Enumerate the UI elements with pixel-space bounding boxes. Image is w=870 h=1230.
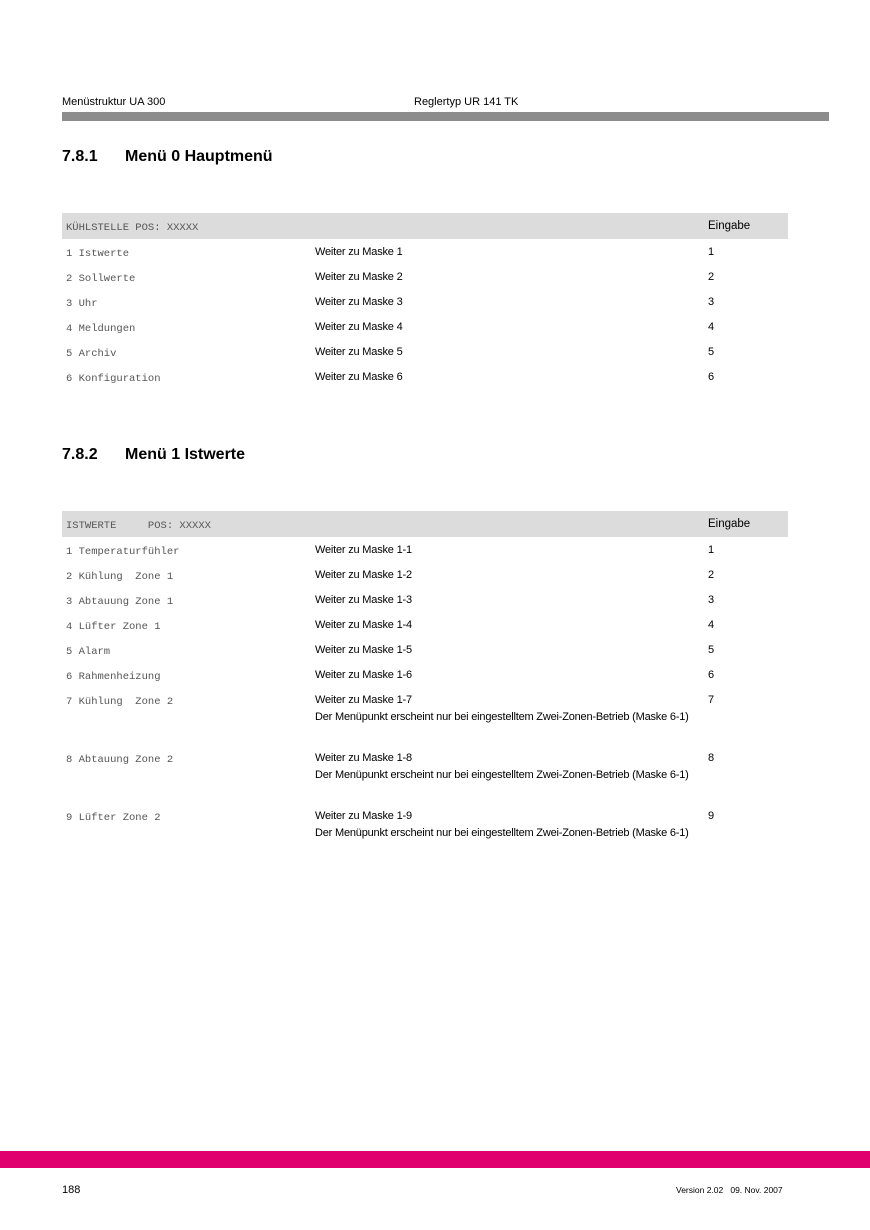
menu-table xyxy=(62,213,788,389)
row-note: Der Menüpunkt erscheint nur bei eingestelltem Zwei-Zonen-Betrieb (Maske 6-1) xyxy=(315,827,689,839)
row-description: Weiter zu Maske 5 xyxy=(315,346,403,358)
row-input-value: 5 xyxy=(708,346,715,358)
menu-item-label: 6 Konfiguration xyxy=(66,373,161,385)
row-description: Weiter zu Maske 1-3 xyxy=(315,594,412,606)
row-description: Weiter zu Maske 2 xyxy=(315,271,403,283)
section-heading xyxy=(62,446,245,464)
table-header-input: Eingabe xyxy=(708,518,751,530)
menu-item-label: 2 Kühlung Zone 1 xyxy=(66,571,174,583)
table-row xyxy=(62,537,788,562)
row-note: Der Menüpunkt erscheint nur bei eingestelltem Zwei-Zonen-Betrieb (Maske 6-1) xyxy=(315,769,689,781)
row-input-value: 4 xyxy=(708,321,715,333)
table-row xyxy=(62,687,788,745)
row-description: Weiter zu Maske 1-7 xyxy=(315,694,412,706)
row-input-value: 3 xyxy=(708,296,715,308)
table-row xyxy=(62,364,788,389)
row-description: Weiter zu Maske 6 xyxy=(315,371,403,383)
menu-item-label: 1 Istwerte xyxy=(66,248,130,260)
header-left: Menüstruktur UA 300 xyxy=(62,96,166,108)
section-number: 7.8.1 xyxy=(62,148,98,165)
table-header xyxy=(62,213,788,239)
table-row xyxy=(62,339,788,364)
table-header-label: KÜHLSTELLE POS: XXXXX xyxy=(66,222,199,234)
menu-table xyxy=(62,511,788,861)
row-input-value: 2 xyxy=(708,569,715,581)
row-input-value: 2 xyxy=(708,271,715,283)
menu-item-label: 6 Rahmenheizung xyxy=(66,671,161,683)
row-input-value: 6 xyxy=(708,669,715,681)
row-description: Weiter zu Maske 1-5 xyxy=(315,644,412,656)
table-header xyxy=(62,511,788,537)
menu-item-label: 1 Temperaturfühler xyxy=(66,546,180,558)
row-input-value: 1 xyxy=(708,246,715,258)
row-input-value: 4 xyxy=(708,619,715,631)
table-header-input: Eingabe xyxy=(708,220,751,232)
menu-item-label: 8 Abtauung Zone 2 xyxy=(66,754,174,766)
row-description: Weiter zu Maske 1-4 xyxy=(315,619,412,631)
table-header-label: ISTWERTE POS: XXXXX xyxy=(66,520,211,532)
menu-item-label: 4 Lüfter Zone 1 xyxy=(66,621,161,633)
row-description: Weiter zu Maske 1 xyxy=(315,246,403,258)
menu-item-label: 4 Meldungen xyxy=(66,323,136,335)
row-description: Weiter zu Maske 1-2 xyxy=(315,569,412,581)
row-input-value: 7 xyxy=(708,694,715,706)
table-row xyxy=(62,264,788,289)
table-row xyxy=(62,587,788,612)
header-bar xyxy=(62,112,829,121)
row-input-value: 3 xyxy=(708,594,715,606)
table-row xyxy=(62,662,788,687)
row-input-value: 6 xyxy=(708,371,715,383)
menu-item-label: 3 Abtauung Zone 1 xyxy=(66,596,174,608)
row-description: Weiter zu Maske 1-9 xyxy=(315,810,412,822)
table-row xyxy=(62,803,788,861)
menu-item-label: 5 Archiv xyxy=(66,348,117,360)
menu-item-label: 9 Lüfter Zone 2 xyxy=(66,812,161,824)
menu-item-label: 2 Sollwerte xyxy=(66,273,136,285)
row-note: Der Menüpunkt erscheint nur bei eingestelltem Zwei-Zonen-Betrieb (Maske 6-1) xyxy=(315,711,689,723)
table-row xyxy=(62,612,788,637)
table-row xyxy=(62,637,788,662)
table-row xyxy=(62,239,788,264)
menu-item-label: 3 Uhr xyxy=(66,298,98,310)
section-title: Menü 0 Hauptmenü xyxy=(125,148,273,165)
page-number: 188 xyxy=(62,1184,81,1196)
row-description: Weiter zu Maske 1-8 xyxy=(315,752,412,764)
row-description: Weiter zu Maske 1-1 xyxy=(315,544,412,556)
row-input-value: 8 xyxy=(708,752,715,764)
row-input-value: 1 xyxy=(708,544,715,556)
row-input-value: 5 xyxy=(708,644,715,656)
menu-item-label: 5 Alarm xyxy=(66,646,111,658)
version-info: Version 2.02 09. Nov. 2007 xyxy=(676,1185,783,1195)
table-row xyxy=(62,314,788,339)
row-description: Weiter zu Maske 4 xyxy=(315,321,403,333)
section-heading xyxy=(62,148,273,166)
table-row xyxy=(62,289,788,314)
row-description: Weiter zu Maske 1-6 xyxy=(315,669,412,681)
menu-item-label: 7 Kühlung Zone 2 xyxy=(66,696,174,708)
footer-bar xyxy=(0,1151,870,1168)
row-input-value: 9 xyxy=(708,810,715,822)
section-number: 7.8.2 xyxy=(62,446,98,463)
table-row xyxy=(62,562,788,587)
table-row xyxy=(62,745,788,803)
row-description: Weiter zu Maske 3 xyxy=(315,296,403,308)
section-title: Menü 1 Istwerte xyxy=(125,446,246,463)
header-center: Reglertyp UR 141 TK xyxy=(414,96,519,108)
